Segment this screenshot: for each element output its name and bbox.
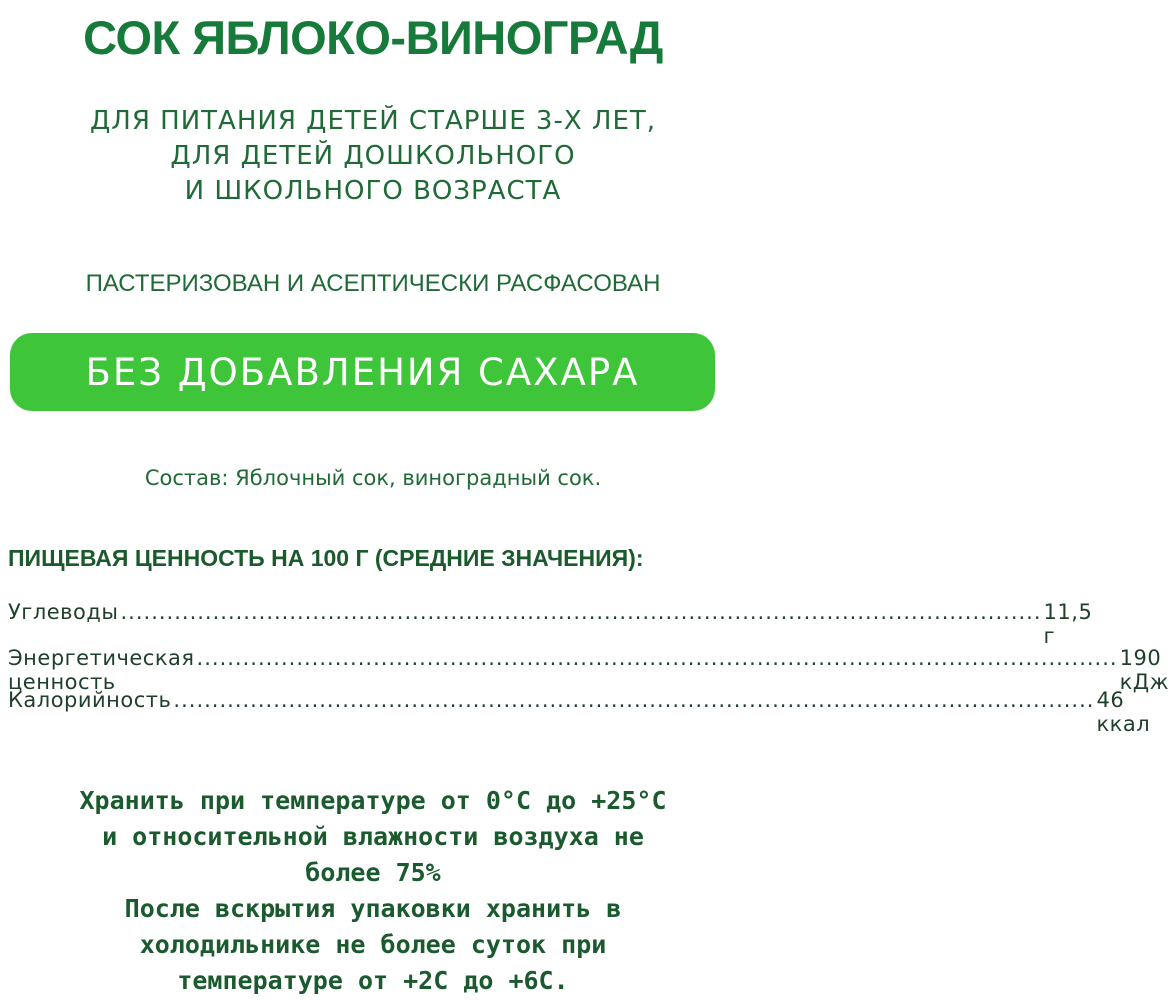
no-sugar-banner [10, 333, 715, 411]
product-title: СОК ЯБЛОКО-ВИНОГРАД [83, 11, 663, 64]
age-recommendation [0, 104, 746, 209]
nutrition-label: Калорийность [8, 688, 172, 712]
leader-dots: ........................................................................................................................ [173, 688, 1095, 712]
nutrition-heading: ПИЩЕВАЯ ЦЕННОСТЬ НА 100 Г (СРЕДНИЕ ЗНАЧЕНИЯ): [8, 545, 644, 571]
storage-line-4: После вскрытия упаковки хранить в [124, 894, 622, 923]
nutrition-value: 11,5 г [1043, 600, 1093, 648]
nutrition-label: Энергетическая ценность [8, 646, 195, 694]
storage-line-2: и относительной влажности воздуха не [102, 822, 644, 851]
age-line-2: ДЛЯ ДЕТЕЙ ДОШКОЛЬНОГО [170, 141, 576, 171]
nutrition-value: 46 ккал [1096, 688, 1151, 736]
nutrition-label: Углеводы [8, 600, 119, 624]
age-line-3: И ШКОЛЬНОГО ВОЗРАСТА [184, 176, 562, 206]
no-sugar-text: БЕЗ ДОБАВЛЕНИЯ САХАРА [85, 350, 640, 394]
nutrition-row-energy [8, 646, 1169, 694]
leader-dots: ........................................................................................................................ [196, 646, 1118, 670]
storage-line-3: более 75% [305, 858, 441, 887]
nutrition-row-calories [8, 688, 1151, 736]
storage-line-1: Хранить при температуре от 0°С до +25°С [79, 786, 667, 815]
nutrition-row-carbs [8, 600, 1093, 648]
nutrition-value: 190 кДж [1119, 646, 1169, 694]
pasteurized-note: ПАСТЕРИЗОВАН И АСЕПТИЧЕСКИ РАСФАСОВАН [85, 270, 661, 297]
age-line-1: ДЛЯ ПИТАНИЯ ДЕТЕЙ СТАРШЕ 3-Х ЛЕТ, [89, 106, 657, 136]
leader-dots: ........................................................................................................................ [120, 600, 1042, 624]
storage-instructions [0, 783, 746, 999]
storage-line-5: холодильнике не более суток при [139, 930, 607, 959]
composition-text: Состав: Яблочный сок, виноградный сок. [144, 466, 602, 490]
storage-line-6: температуре от +2С до +6С. [177, 966, 569, 995]
